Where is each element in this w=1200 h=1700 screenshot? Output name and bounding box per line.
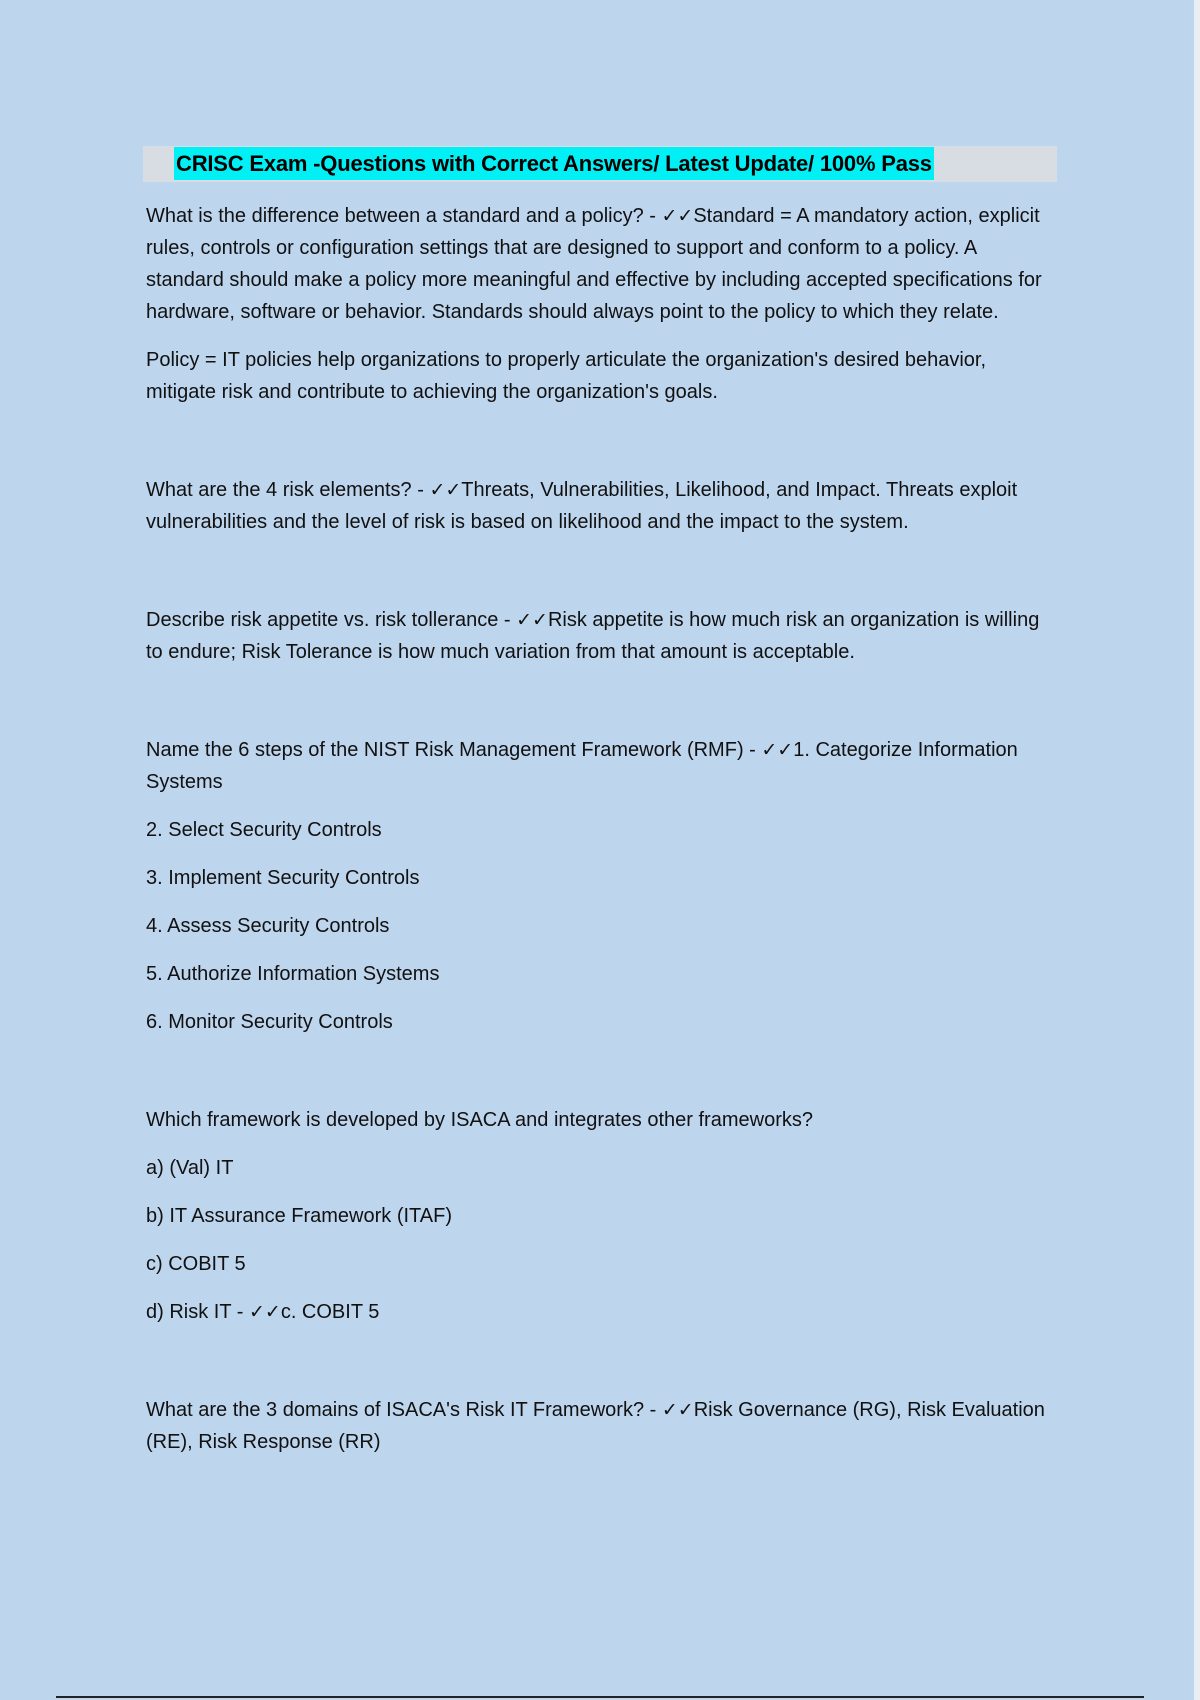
answer-text: c. COBIT 5 bbox=[280, 1301, 380, 1323]
footer-rule bbox=[56, 1696, 1144, 1698]
answer-text: Risk appetite is how much risk an organization is willing to endure; Risk Tolerance is how much variation from that amount is acceptable. bbox=[146, 609, 1040, 663]
list-item: 3. Implement Security Controls bbox=[146, 867, 420, 889]
question-text: Name the 6 steps of the NIST Risk Management Framework (RMF) - bbox=[146, 739, 762, 761]
check-icon: ✓✓ bbox=[248, 1301, 281, 1323]
document-body bbox=[146, 200, 1051, 1458]
list-item: 5. Authorize Information Systems bbox=[146, 963, 440, 985]
check-icon: ✓✓ bbox=[761, 739, 794, 761]
question-text: What is the difference between a standard and a policy? - bbox=[146, 205, 662, 227]
list-item: c) COBIT 5 bbox=[146, 1253, 246, 1275]
qa-5-answer bbox=[146, 1296, 1051, 1328]
list-item: 2. Select Security Controls bbox=[146, 819, 382, 841]
qa-5: Which framework is developed by ISACA and integrates other frameworks? bbox=[146, 1109, 813, 1131]
qa-1-continuation: Policy = IT policies help organizations to properly articulate the organization's desired behavior, mitigate risk and contribute to achieving the organization's goals. bbox=[146, 349, 987, 403]
qa-4 bbox=[146, 734, 1051, 798]
qa-3 bbox=[146, 604, 1051, 668]
check-icon: ✓✓ bbox=[429, 479, 462, 501]
page-right-edge bbox=[1194, 0, 1200, 1700]
answer-text: 1. Categorize Information Systems bbox=[146, 739, 1018, 793]
answer-text: Standard = A mandatory action, explicit rules, controls or configuration settings that are designed to support and conform to a policy. A standard should make a policy more meaningful and effective by including accepted specifications for hardware, software or behavior. Standards should always point to the policy to which they relate. bbox=[146, 205, 1042, 323]
question-text: What are the 4 risk elements? - bbox=[146, 479, 430, 501]
option-text: d) Risk IT - bbox=[146, 1301, 249, 1323]
question-text: What are the 3 domains of ISACA's Risk IT Framework? - bbox=[146, 1399, 662, 1421]
answer-text: Threats, Vulnerabilities, Likelihood, and Impact. Threats exploit vulnerabilities and the level of risk is based on likelihood and the impact to the system. bbox=[146, 479, 1018, 533]
list-item: a) (Val) IT bbox=[146, 1157, 234, 1179]
answer-text: Risk Governance (RG), Risk Evaluation (RE), Risk Response (RR) bbox=[146, 1399, 1045, 1453]
qa-2 bbox=[146, 474, 1051, 538]
qa-1 bbox=[146, 200, 1051, 328]
list-item: 6. Monitor Security Controls bbox=[146, 1011, 393, 1033]
check-icon: ✓✓ bbox=[661, 1399, 694, 1421]
list-item: 4. Assess Security Controls bbox=[146, 915, 390, 937]
question-text: Describe risk appetite vs. risk tollerance - bbox=[146, 609, 517, 631]
list-item: b) IT Assurance Framework (ITAF) bbox=[146, 1205, 452, 1227]
check-icon: ✓✓ bbox=[516, 609, 548, 631]
qa-6 bbox=[146, 1394, 1051, 1458]
check-icon: ✓✓ bbox=[661, 205, 694, 227]
document-title: CRISC Exam -Questions with Correct Answers/ Latest Update/ 100% Pass bbox=[174, 147, 934, 180]
